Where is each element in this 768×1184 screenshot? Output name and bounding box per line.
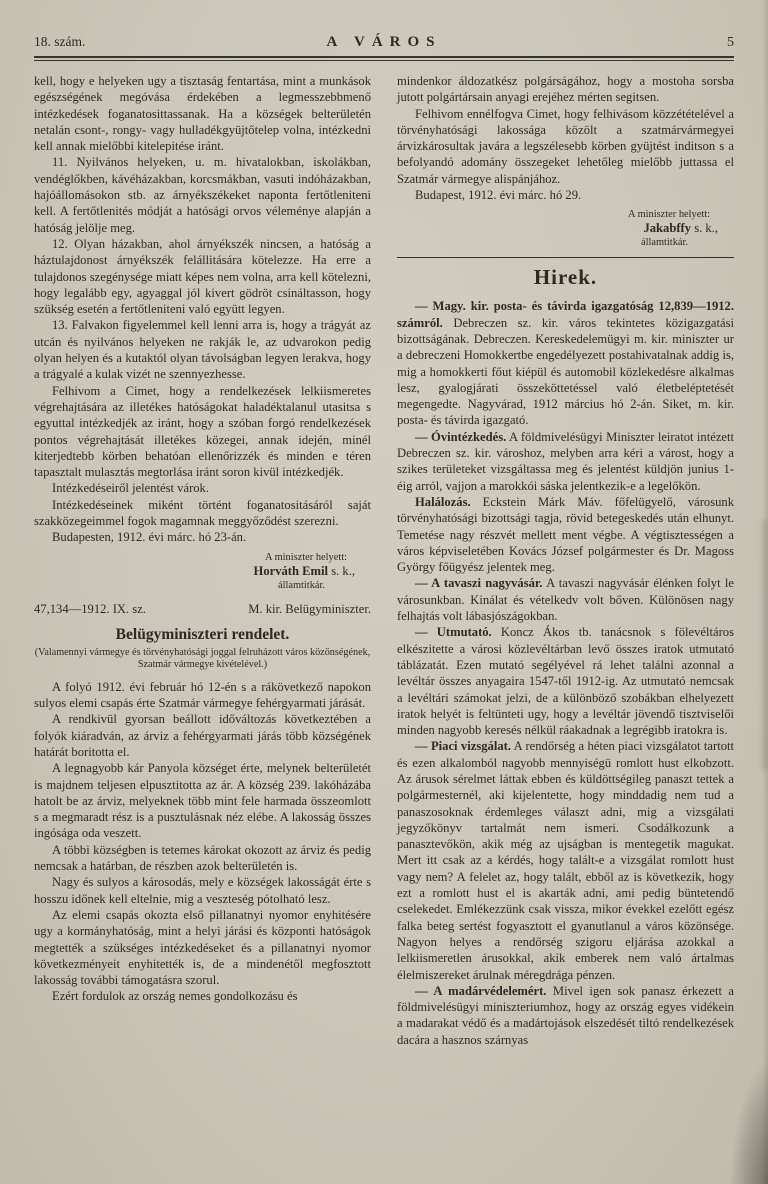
news-text: Koncz Ákos tb. tanácsnok s fölevéltáros elkészitette a városi közlevéltárban levő összes iratok utmutató táblázatát. Ezen mutató segélyével rá lehet találni azonnal a levéltár összes anyagaira 1547-től 1912-ig. Az utmutató nemcsak a levéltári számokat jelzi, de a különböző szobákban elhelyezett iratok helyét is feltünteti ugy, hogy a levéltár jövendő tisztviselői minden nagyobb keresés nélkül ráakadnak a legrégibb iratokra is. bbox=[397, 625, 734, 738]
two-column-body bbox=[34, 73, 734, 1048]
news-lead: Halálozás. bbox=[415, 494, 471, 509]
news-lead: — Óvintézkedés. bbox=[415, 429, 507, 444]
news-text: A rendőrség a héten piaci vizsgálatot tartott és ezen alkalomból nagyobb mennyiségü romlott hust elkobzott. Az árusok sérelmet láttak ebben és küldöttségileg panaszt tettek a polgármesternél, aki kijelentette, hogy minddadig nem tud a panaszosoknak érdemleges választ adni, mig a vizsgálati jegyzőkönyv tartalmát nem ismeri. Csodálkozunk a panasztevőkön, akik még az ujságban is mentegetik magukat. Mert itt csak az a kérdés, hogy talált-e a vizsgálat romlott hust vagy nem? A felelet az, hogy talált, ebből az is következik, hogy ezt a romlott hust el is akarták adni, ami pedig büntetendő cselekedet. Emlékezzünk csak vissza, mikor évekkel ezelőtt egész falka beteg sertést fogyasztott el gyanutlanul a város közönsége. Nagyon helyes a rendőrség szigoru eljárása azokkal a lelkiismeretlen árusokkal, akik emberek nem való ártalmas élelmiszereket árulnak méregdrága pénzen. bbox=[397, 739, 734, 982]
paragraph-item-13: 13. Falvakon figyelemmel kell lenni arra is, hogy a trágyát az utcán és nyilvános helyeken ne rakják le, az udvarokon pedig olyan helyen és a kutaktól olyan távolságban legyen lerakva, hogy a trágyalé a kulak vizét ne szennyezhesse. bbox=[34, 318, 371, 382]
paragraph: A legnagyobb kár Panyola községet érte, melynek belterületét is majdnem teljesen elpusztitotta az ár. A község 239. lakóházába hatolt be az árviz, melyeknek több mint fele harmada összeomlott s a megmaradt rész is a pusztulásnak néz elébe. A lakosság összes ingósága oda veszett. bbox=[34, 761, 371, 841]
scan-smudge bbox=[759, 520, 768, 770]
docket-number: 47,134—1912. IX. sz. bbox=[34, 601, 146, 616]
news-item bbox=[397, 624, 734, 738]
news-item bbox=[397, 575, 734, 624]
signatory-name: Horváth Emil bbox=[253, 563, 329, 578]
dateline: Budapesten, 1912. évi márc. hó 23-án. bbox=[52, 530, 247, 545]
signature-suffix: s. k., bbox=[694, 221, 718, 236]
scan-corner-smudge bbox=[730, 1058, 768, 1184]
docket-office: M. kir. Belügyminiszter. bbox=[248, 601, 371, 616]
news-lead: — Utmutató. bbox=[415, 625, 492, 640]
paragraph: Az elemi csapás okozta első pillanatnyi nyomor enyhitésére ugy a kormányhatóság, mint a helyi járási és központi hatóságok megtették a szükséges intézkedéseket és a pillanatnyi nyomor következményeit enyhitették is, de a mindenétől megfosztott lakosság további támogatásra szorul. bbox=[34, 907, 371, 988]
news-section-rule bbox=[397, 257, 734, 258]
page-number: 5 bbox=[727, 35, 734, 50]
paragraph: Felhivom a Cimet, hogy a rendelkezések lelkiismeretes végrehajtására az illetékes hatóságokat haladéktalanul utasitsa s egyuttal intézkedjék az iránt, hogy a szóban forgó rendelkezések pontos végrehajtását illetékes közegei, annak idején, minél kiterjedtebb körben behatóan ellenőrizzék és minden e téren tapasztalt mulasztás megtorlása iránt soron kivül intézkedjék. bbox=[34, 383, 371, 480]
news-lead: — A madárvédelemért. bbox=[415, 983, 547, 998]
news-section-header: Hirek. bbox=[533, 265, 598, 290]
news-text: A földmivelésügyi Miniszter leiratot intézett Debreczen sz. kir. városhoz, melyben arra kéri a várost, hogy a szikes területeket vizsgáltassa meg és jelentést küldjön junius 1-éig arról, vajjon a marokkói sáska jelentkezik-e a legelőkön. bbox=[397, 429, 734, 493]
dateline: Budapest, 1912. évi márc. hó 29. bbox=[415, 188, 582, 203]
paragraph: Ezért fordulok az ország nemes gondolkozásu és bbox=[52, 989, 298, 1004]
news-item bbox=[397, 298, 734, 428]
decree-subtitle: (Valamennyi vármegye és törvényhatósági joggal felruházott város közönségének, Szatmár vármegye kivételével.) bbox=[34, 646, 371, 671]
docket-line bbox=[34, 602, 371, 617]
news-item bbox=[397, 494, 734, 575]
right-column bbox=[397, 73, 734, 1048]
news-text: Eckstein Márk Máv. főfelügyelő, városunk törvényhatósági bizottsági tagja, rövid betegeskedés után elhunyt. Temetése nagy részvét mellett ment végbe. A végtisztességen a város képviseletében Kovács József polgármester és Dr. Magoss György főügyész jelentek meg. bbox=[397, 494, 734, 575]
signature-intro: A miniszter helyett: bbox=[265, 551, 347, 563]
signature-block bbox=[397, 208, 726, 249]
signature-block bbox=[34, 551, 363, 592]
signatory-name: Jakabffy bbox=[643, 221, 692, 236]
news-lead: — A tavaszi nagyvásár. bbox=[415, 576, 543, 591]
paragraph: Felhivom ennélfogva Cimet, hogy felhivásom közzétételével a törvényhatósági lakossága közölt a szatmárvármegyei árvizkárosultak javára a legszélesebb körben gyüjtést inditson s a befolyandó adomány összegeket lehetőleg mielőbb juttassa el Szatmár vármegye alispánjához. bbox=[397, 106, 734, 186]
signature-suffix: s. k., bbox=[331, 563, 355, 578]
paragraph-item-11: 11. Nyilvános helyeken, u. m. hivatalokban, iskolákban, vendéglőkben, kávéházakban, korcsmákban, vasuti indóházakban, hajóállomásokon stb. az árnyékszékeket naponta fertőtleniteni kell. A fertőtlenités módját a hatósági orvos véleménye alapján a hatóság jelölje meg. bbox=[34, 155, 371, 235]
paragraph: Intézkedéseiről jelentést várok. bbox=[52, 481, 210, 496]
left-column bbox=[34, 73, 371, 1048]
scan-edge-shade bbox=[762, 0, 768, 1184]
signatory-title: államtitkár. bbox=[277, 579, 325, 591]
signatory-title: államtitkár. bbox=[640, 237, 688, 249]
news-item bbox=[397, 983, 734, 1048]
paragraph: A többi községben is tetemes károkat okozott az árviz és pedig nemcsak a határban, de részben azok belterületén is. bbox=[34, 842, 371, 874]
decree-title: Belügyminiszteri rendelet. bbox=[115, 625, 290, 643]
signature-name bbox=[34, 564, 363, 579]
issue-number: 18. szám. bbox=[34, 34, 86, 49]
signature-intro: A miniszter helyett: bbox=[628, 209, 710, 221]
news-text: Debreczen sz. kir. város tekintetes közigazgatási bizottságának. Debreczen. Kereskedelemügyi m. kir. miniszter ur a debreczeni Homokkertbe engedélyezett postahivatalnak addig is, mig a homokkerti főut kiépül és automobil közlekedésre alkalmas lesz, gyalogjárati összeköttetéssel való életbeléptetését megengedte. Nagyvárad, 1912 március hó 2-án. Siket, m. kir. posta- és távirda igazgató. bbox=[397, 315, 734, 428]
paragraph: Intézkedéseinek miként történt foganatositásáról saját szakközegeimmel fogok magamnak meggyőződést szerezni. bbox=[34, 497, 371, 529]
paragraph: Nagy és sulyos a károsodás, mely e községek lakosságát érte s hosszu időnek kell eltelnie, mig a veszteség pótolható lesz. bbox=[34, 875, 371, 906]
news-text: A tavaszi nagyvásár élénken folyt le városunkban. Kinálat és vételkedv volt bőven. Különösen nagy felhajtás volt lábasjószágokban. bbox=[397, 576, 734, 624]
signature-name bbox=[397, 221, 726, 236]
masthead-rule bbox=[34, 56, 734, 61]
news-lead: — Magy. kir. posta- és távirda igazgatóság 12,839—1912. számról. bbox=[397, 299, 734, 330]
paragraph: A folyó 1912. évi február hó 12-én s a rákövetkező napokon sulyos elemi csapás érte Szatmár vármegye fehérgyarmati járását. bbox=[34, 679, 371, 711]
paragraph: kell, hogy e helyeken ugy a tisztaság fentartása, mint a munkások egészségének megóvása érdekében a legmesszebbmenő intézkedések foganatosittassanak. Ha a községek belterületén netalán csont-, rongy- vagy hulladékgyüjtőtelep volna, intézkedni kell annak mielőbbi kitelepitése iránt. bbox=[34, 74, 371, 154]
newspaper-title: A VÁROS bbox=[326, 34, 442, 50]
masthead bbox=[34, 34, 734, 51]
news-item bbox=[397, 429, 734, 494]
paragraph-item-12: 12. Olyan házakban, ahol árnyékszék nincsen, a hatóság a háztulajdonost árnyékszék felállitására kötelezze. Ha erre a tulajdonos szegénysége miatt képes nem volna, arra kell kötelezni, hogy legalább egy, agyaggal jól kivert gödröt csináltasson, hogy szükség esetén a fertőtleniteni való együtt legyen. bbox=[34, 236, 371, 317]
news-item bbox=[397, 738, 734, 982]
paragraph: A rendkivül gyorsan beállott időváltozás következtében a folyók kiáradván, az árviz a fehérgyarmati járás több községének határát boritotta el. bbox=[34, 712, 371, 759]
paragraph: mindenkor áldozatkész polgárságához, hogy a mostoha sorsba jutott polgártársain anyagi erejéhez mérten segitsen. bbox=[397, 74, 734, 105]
news-text: Mivel igen sok panasz érkezett a földmivelésügyi miniszteriumhoz, hogy az ország egyes vidékein a madarakat védő és a madártojások elszedését tiltó rendelkezések dacára a hasznos szárnyas bbox=[397, 983, 735, 1047]
news-lead: — Piaci vizsgálat. bbox=[415, 739, 511, 754]
